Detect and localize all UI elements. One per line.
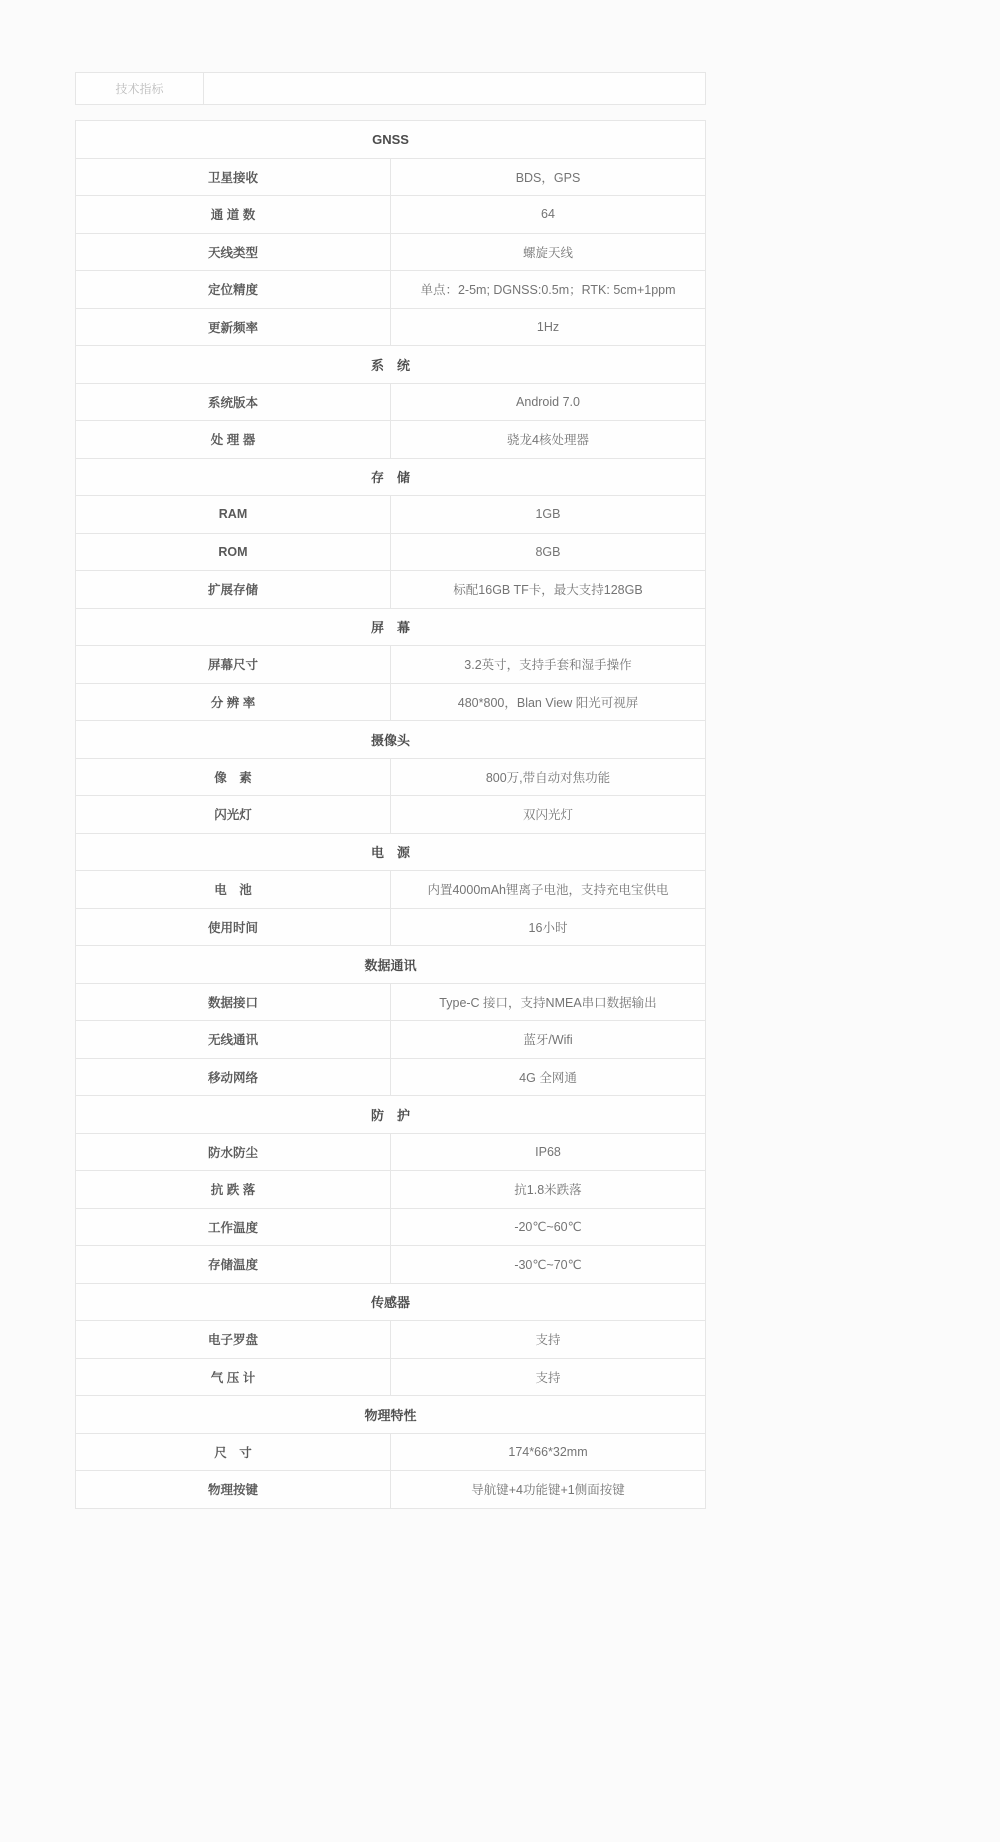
section-header-row xyxy=(76,1396,706,1434)
spec-label-cell: 处 理 器 xyxy=(76,421,391,459)
tech-specs-header-table xyxy=(75,72,706,105)
section-title: 防 护 xyxy=(76,1096,706,1134)
section-header-row xyxy=(76,1283,706,1321)
spec-label-cell: 使用时间 xyxy=(76,908,391,946)
spec-row xyxy=(76,421,706,459)
spec-row xyxy=(76,533,706,571)
spec-row xyxy=(76,908,706,946)
spec-value-cell: Android 7.0 xyxy=(391,383,706,421)
spec-value-cell: 64 xyxy=(391,196,706,234)
section-title: GNSS xyxy=(76,121,706,159)
spec-row xyxy=(76,1433,706,1471)
spec-value-cell: 导航键+4功能键+1侧面按键 xyxy=(391,1471,706,1509)
section-header-row xyxy=(76,1096,706,1134)
spec-label-cell: 数据接口 xyxy=(76,983,391,1021)
spec-label-cell: RAM xyxy=(76,496,391,534)
spec-row xyxy=(76,683,706,721)
spec-label-cell: 屏幕尺寸 xyxy=(76,646,391,684)
spec-row xyxy=(76,1133,706,1171)
spec-label-cell: 通 道 数 xyxy=(76,196,391,234)
spec-row xyxy=(76,571,706,609)
spec-table-body xyxy=(76,121,706,1509)
spec-label-cell: 气 压 计 xyxy=(76,1358,391,1396)
spec-label-cell: 物理按键 xyxy=(76,1471,391,1509)
spec-value-cell: 3.2英寸，支持手套和湿手操作 xyxy=(391,646,706,684)
section-title: 物理特性 xyxy=(76,1396,706,1434)
section-title: 传感器 xyxy=(76,1283,706,1321)
spec-label-cell: 尺 寸 xyxy=(76,1433,391,1471)
section-header-row xyxy=(76,608,706,646)
spec-value-cell: 支持 xyxy=(391,1358,706,1396)
spec-value-cell: -30℃~70℃ xyxy=(391,1246,706,1284)
spec-row xyxy=(76,983,706,1021)
spec-row xyxy=(76,796,706,834)
spec-label-cell: 电 池 xyxy=(76,871,391,909)
spec-row xyxy=(76,196,706,234)
spec-row xyxy=(76,1358,706,1396)
spec-label-cell: 抗 跌 落 xyxy=(76,1171,391,1209)
spec-value-cell: 螺旋天线 xyxy=(391,233,706,271)
spec-value-cell: 双闪光灯 xyxy=(391,796,706,834)
spec-value-cell: 骁龙4核处理器 xyxy=(391,421,706,459)
spec-value-cell: 单点：2-5m; DGNSS:0.5m；RTK: 5cm+1ppm xyxy=(391,271,706,309)
spec-row xyxy=(76,383,706,421)
spec-label-cell: 电子罗盘 xyxy=(76,1321,391,1359)
spec-row xyxy=(76,1058,706,1096)
spec-row xyxy=(76,1021,706,1059)
section-title: 数据通讯 xyxy=(76,946,706,984)
spec-row xyxy=(76,1246,706,1284)
spec-value-cell: -20℃~60℃ xyxy=(391,1208,706,1246)
spec-value-cell: 内置4000mAh锂离子电池，支持充电宝供电 xyxy=(391,871,706,909)
section-header-row xyxy=(76,721,706,759)
tech-specs-tab-label: 技术指标 xyxy=(76,73,204,105)
spec-row xyxy=(76,1471,706,1509)
spec-value-cell: 支持 xyxy=(391,1321,706,1359)
header-row xyxy=(76,73,706,105)
spec-value-cell: 抗1.8米跌落 xyxy=(391,1171,706,1209)
spec-row xyxy=(76,1171,706,1209)
spec-row xyxy=(76,271,706,309)
spec-label-cell: 扩展存储 xyxy=(76,571,391,609)
section-title: 摄像头 xyxy=(76,721,706,759)
section-header-row xyxy=(76,346,706,384)
section-title: 屏 幕 xyxy=(76,608,706,646)
header-empty-cell xyxy=(204,73,706,105)
spec-label-cell: 定位精度 xyxy=(76,271,391,309)
spec-label-cell: 移动网络 xyxy=(76,1058,391,1096)
spec-value-cell: Type-C 接口，支持NMEA串口数据输出 xyxy=(391,983,706,1021)
spec-label-cell: ROM xyxy=(76,533,391,571)
spec-row xyxy=(76,758,706,796)
spec-row xyxy=(76,871,706,909)
spec-value-cell: 蓝牙/Wifi xyxy=(391,1021,706,1059)
spec-row xyxy=(76,233,706,271)
spec-label-cell: 系统版本 xyxy=(76,383,391,421)
spec-row xyxy=(76,1208,706,1246)
spec-value-cell: 8GB xyxy=(391,533,706,571)
spec-table xyxy=(75,120,706,1509)
spec-value-cell: 480*800，Blan View 阳光可视屏 xyxy=(391,683,706,721)
spec-value-cell: 标配16GB TF卡，最大支持128GB xyxy=(391,571,706,609)
spec-row xyxy=(76,1321,706,1359)
spec-row xyxy=(76,158,706,196)
spec-label-cell: 天线类型 xyxy=(76,233,391,271)
section-title: 存 储 xyxy=(76,458,706,496)
spec-label-cell: 闪光灯 xyxy=(76,796,391,834)
spec-value-cell: 1GB xyxy=(391,496,706,534)
spec-label-cell: 卫星接收 xyxy=(76,158,391,196)
spec-value-cell: 4G 全网通 xyxy=(391,1058,706,1096)
spec-label-cell: 像 素 xyxy=(76,758,391,796)
spec-label-cell: 存储温度 xyxy=(76,1246,391,1284)
section-header-row xyxy=(76,458,706,496)
spec-value-cell: 174*66*32mm xyxy=(391,1433,706,1471)
spec-value-cell: BDS，GPS xyxy=(391,158,706,196)
spec-sheet xyxy=(75,72,706,1509)
section-title: 电 源 xyxy=(76,833,706,871)
spec-value-cell: 800万,带自动对焦功能 xyxy=(391,758,706,796)
section-header-row xyxy=(76,121,706,159)
spec-label-cell: 防水防尘 xyxy=(76,1133,391,1171)
section-header-row xyxy=(76,946,706,984)
spec-value-cell: 1Hz xyxy=(391,308,706,346)
spec-row xyxy=(76,308,706,346)
section-title: 系 统 xyxy=(76,346,706,384)
spec-label-cell: 无线通讯 xyxy=(76,1021,391,1059)
spec-label-cell: 更新频率 xyxy=(76,308,391,346)
spec-label-cell: 分 辨 率 xyxy=(76,683,391,721)
spec-row xyxy=(76,496,706,534)
spec-value-cell: 16小时 xyxy=(391,908,706,946)
section-header-row xyxy=(76,833,706,871)
spec-label-cell: 工作温度 xyxy=(76,1208,391,1246)
spec-value-cell: IP68 xyxy=(391,1133,706,1171)
spec-row xyxy=(76,646,706,684)
